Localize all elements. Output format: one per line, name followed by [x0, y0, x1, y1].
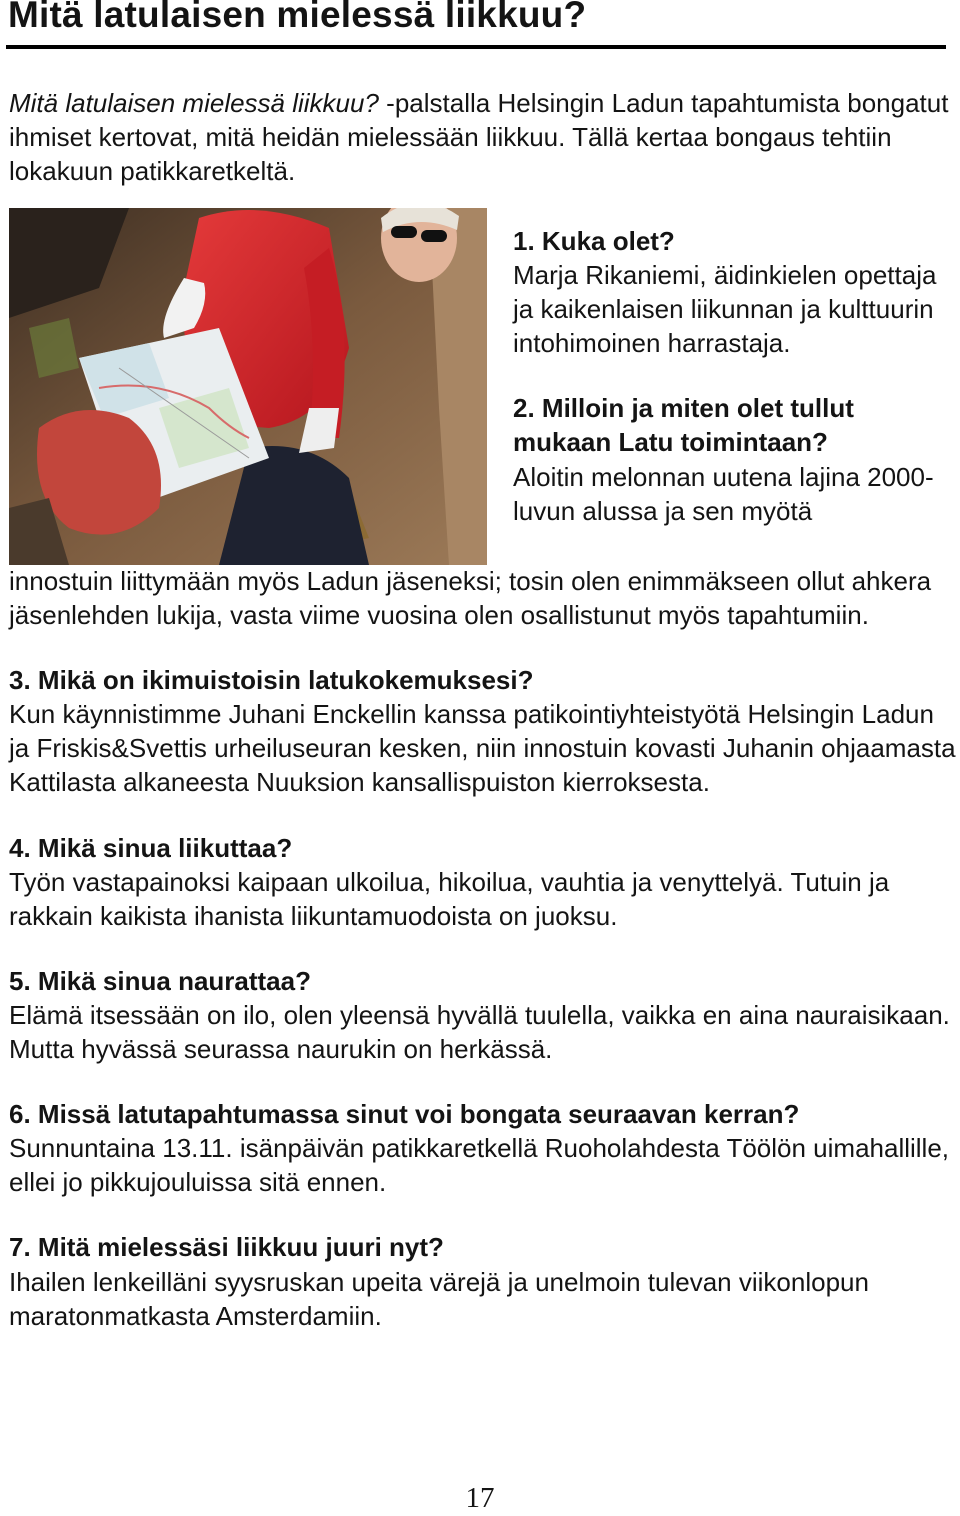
spacer: [9, 1199, 959, 1230]
spacer: [9, 1066, 959, 1097]
spacer: [9, 933, 959, 964]
sunglasses-left: [391, 226, 417, 238]
title-underline: [6, 45, 946, 49]
intro-paragraph: [9, 86, 959, 188]
main-text: [9, 564, 959, 1333]
photo-woman-with-map: [9, 208, 487, 565]
spacer: [9, 632, 959, 663]
question-7: 7. Mitä mielessäsi liikkuu juuri nyt?: [9, 1232, 444, 1263]
question-2: 2. Milloin ja miten olet tullut mukaan Latu toimintaan?: [513, 393, 854, 458]
answer-1: Marja Rikaniemi, äidinkielen opettaja ja kaikenlaisen liikunnan ja kulttuurin intohimoinen harrastaja.: [513, 260, 937, 359]
answer-2-full: innostuin liittymään myös Ladun jäseneksi; tosin olen enimmäkseen ollut ahkera jäsenlehden lukija, vasta viime vuosina olen osallistunut myös tapahtumiin.: [9, 566, 932, 631]
intro-column-name: Mitä latulaisen mielessä liikkuu?: [9, 88, 379, 118]
question-3: 3. Mikä on ikimuistoisin latukokemuksesi?: [9, 665, 534, 696]
answer-4: Työn vastapainoksi kaipaan ulkoilua, hikoilua, vauhtia ja venyttelyä. Tutuin ja rakkain kaikista ihanista liikuntamuodoista on juoksu.: [9, 866, 890, 931]
intro-text: -palstalla Helsingin Ladun tapahtumista bongatut ihmiset kertovat, mitä heidän mielessään liikkuu. Tällä kertaa bongaus tehtiin lokakuun patikkaretkeltä.: [9, 88, 949, 187]
answer-7: Ihailen lenkeilläni syysruskan upeita värejä ja unelmoin tulevan viikonlopun maratonmatkasta Amsterdamiin.: [9, 1266, 869, 1331]
spacer: [513, 360, 958, 391]
interview-photo: [9, 208, 487, 565]
answer-2-column: Aloitin melonnan uutena lajina 2000-luvun alussa ja sen myötä: [513, 461, 934, 526]
answer-5: Elämä itsessään on ilo, olen yleensä hyvällä tuulella, vaikka en aina nauraisikaan. Mutta hyvässä seurassa naurukin on herkässä.: [9, 999, 950, 1065]
page-number: 17: [465, 1482, 495, 1514]
answer-3: Kun käynnistimme Juhani Enckellin kanssa patikointiyhteistyötä Helsingin Ladun ja Friskis&Svettis urheiluseuran kesken, niin innostuin kovasti Juhanin ohjaamasta Kattilasta alkaneesta Nuuksion kansallispuiston kierroksesta.: [9, 699, 956, 798]
sunglasses-right: [421, 230, 447, 242]
answer-6: Sunnuntaina 13.11. isänpäivän patikkaretkellä Ruoholahdesta Töölön uimahallille, ellei jo pikkujouluissa sitä ennen.: [9, 1133, 950, 1198]
side-column: [513, 224, 958, 528]
page-title: Mitä latulaisen mielessä liikkuu?: [8, 0, 587, 35]
spacer: [9, 800, 959, 831]
question-4: 4. Mikä sinua liikuttaa?: [9, 832, 293, 863]
question-6: 6. Missä latutapahtumassa sinut voi bongata seuraavan kerran?: [9, 1099, 800, 1130]
question-1: 1. Kuka olet?: [513, 226, 675, 256]
question-5: 5. Mikä sinua naurattaa?: [9, 965, 311, 996]
